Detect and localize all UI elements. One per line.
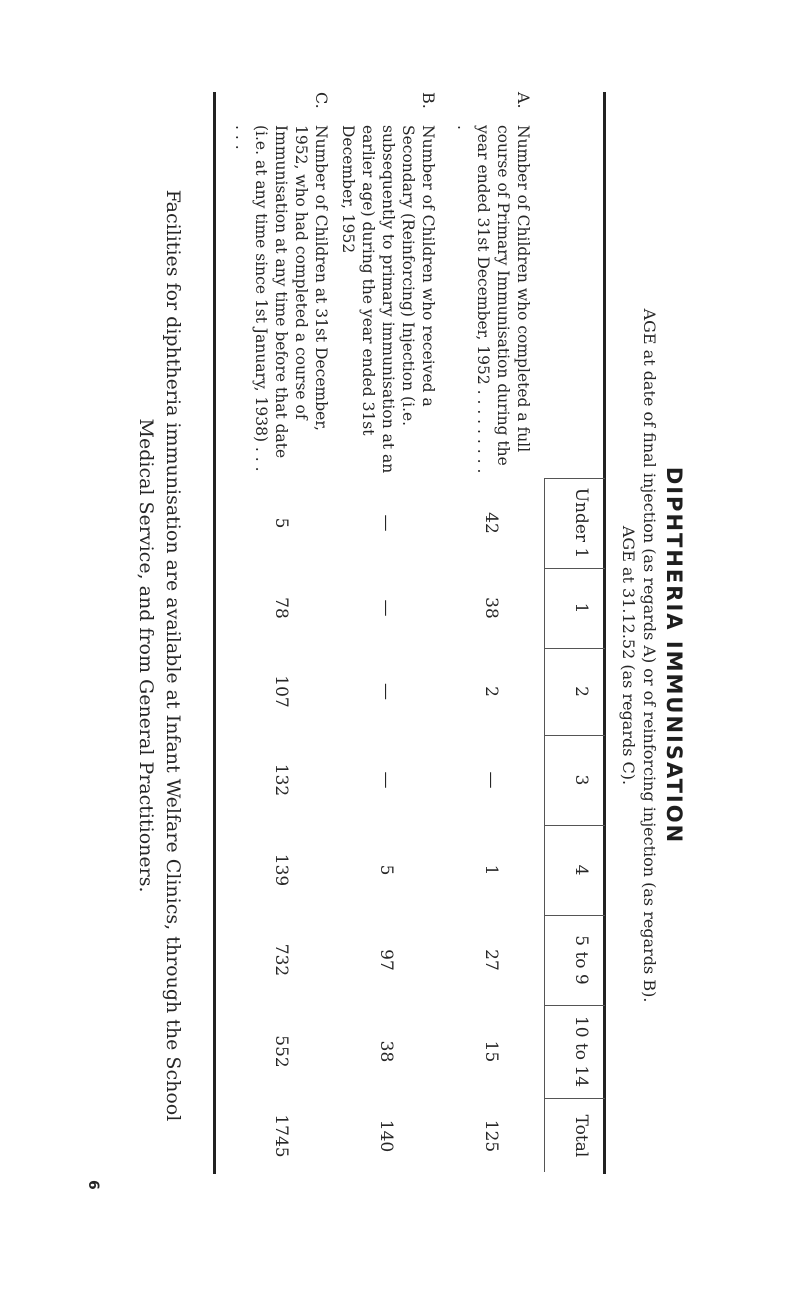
row-label-b: Number of Children who received a Secondary (Reinforcing) Injection (i.e. subsequently to primary immunisation at an earlier age) during the year ended 31st December, 1952 — [339, 125, 437, 474]
row-letter-c: C. — [312, 92, 331, 109]
header-5-to-9: 5 to 9 — [571, 935, 591, 985]
cell-c-2: 107 — [271, 675, 291, 708]
header-age-1: 1 — [571, 602, 591, 614]
cell-b-under-1: — — [376, 514, 396, 532]
cell-c-3: 132 — [271, 763, 291, 797]
row-letter-a: A. — [514, 92, 533, 109]
table-bottom-rule — [213, 92, 216, 1174]
header-under-1: Under 1 — [571, 487, 591, 559]
header-total: Total — [571, 1114, 591, 1158]
header-age-2: 2 — [571, 686, 591, 697]
header-age-4: 4 — [571, 864, 591, 876]
cell-b-2: — — [376, 683, 396, 700]
table-top-rule — [603, 92, 606, 1174]
cell-b-10-to-14: 38 — [376, 1040, 396, 1063]
cell-c-under-1: 5 — [271, 517, 291, 529]
cell-c-10-to-14: 552 — [271, 1035, 291, 1068]
header-rule — [544, 478, 545, 1172]
subtitle-age-dec: AGE at 31.12.52 (as regards C). — [619, 525, 638, 786]
footer-line-1: Facilities for diphtheria immunisation are available at Infant Welfare Clinics, through the School — [162, 189, 184, 1122]
row-label-a: Number of Children who completed a full course of Primary Immunisation during the year ended 31st December, 1952 . . . . . . . . . . — [454, 125, 532, 474]
cell-a-3: — — [481, 771, 501, 789]
page-number: 6 — [85, 1180, 101, 1190]
cell-a-under-1: 42 — [481, 512, 501, 534]
cell-b-5-to-9: 97 — [376, 949, 396, 971]
cell-a-2: 2 — [481, 686, 501, 697]
cell-c-4: 139 — [271, 853, 291, 887]
header-10-to-14: 10 to 14 — [571, 1015, 591, 1088]
cell-c-1: 78 — [271, 597, 291, 619]
page-title: DIPHTHERIA IMMUNISATION — [662, 466, 686, 845]
cell-b-4: 5 — [376, 864, 396, 876]
cell-b-total: 140 — [376, 1119, 396, 1153]
cell-a-total: 125 — [481, 1119, 501, 1153]
cell-a-4: 1 — [481, 864, 501, 876]
subtitle-age-final: AGE at date of final injection (as regards A) or of reinforcing injection (as regards B). — [640, 308, 659, 1003]
footer-line-2: Medical Service, and from General Practitioners. — [135, 418, 157, 893]
row-letter-b: B. — [419, 92, 438, 109]
cell-a-10-to-14: 15 — [481, 1040, 501, 1063]
cell-c-total: 1745 — [271, 1114, 291, 1158]
cell-b-1: — — [376, 599, 396, 617]
cell-b-3: — — [376, 771, 396, 789]
row-label-c: Number of Children at 31st December, 1952, who had completed a course of Immunisation at any time before that date (i.e. at any time since 1st January, 1938) . . . . . . — [232, 125, 330, 472]
cell-a-1: 38 — [481, 597, 501, 619]
header-age-3: 3 — [571, 774, 591, 786]
cell-a-5-to-9: 27 — [481, 949, 501, 971]
cell-c-5-to-9: 732 — [271, 943, 291, 977]
